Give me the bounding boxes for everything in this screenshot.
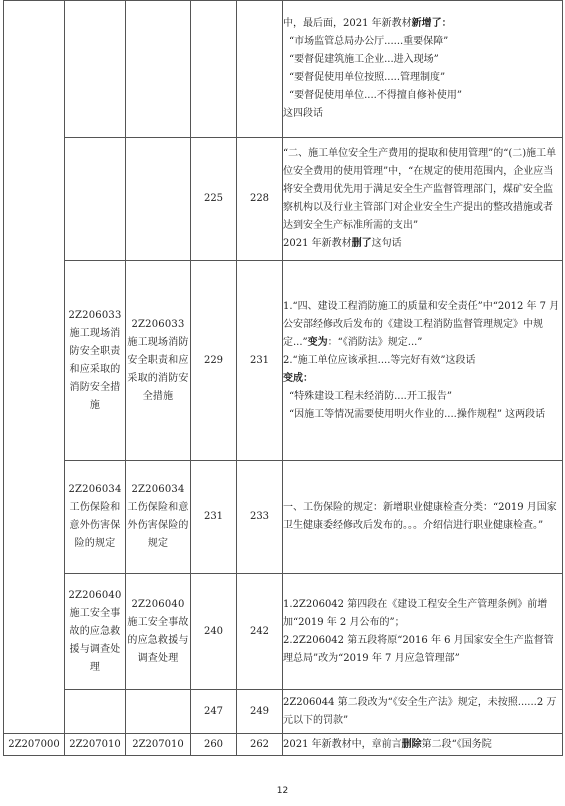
section-code-cell: [126, 690, 191, 734]
table-row: [4, 734, 563, 756]
end-page-cell: [237, 1, 283, 138]
section-code-cell: [65, 138, 126, 261]
table-row: [4, 690, 563, 734]
start-page-cell: 247: [191, 690, 237, 734]
section-code-cell: [126, 1, 191, 138]
start-page-cell: [191, 1, 237, 138]
section-code-cell: [65, 690, 126, 734]
table-row: [4, 138, 563, 261]
end-page-cell: 249: [237, 690, 283, 734]
section-code-cell: 2Z206034 工伤保险和意外伤害保险的规定: [65, 461, 126, 574]
start-page-cell: 260: [191, 734, 237, 756]
end-page-cell: 233: [237, 461, 283, 574]
section-code-cell: 2Z206040 施工安全事故的应急救援与调查处理: [65, 574, 126, 690]
chapter-code-cell: [4, 1, 65, 734]
start-page-cell: 225: [191, 138, 237, 261]
end-page-cell: 262: [237, 734, 283, 756]
chapter-code-cell: 2Z207000: [4, 734, 65, 756]
end-page-cell: 242: [237, 574, 283, 690]
section-code-cell: 2Z206033 施工现场消防安全职责和应采取的消防安全措施: [126, 261, 191, 461]
page-number: 12: [276, 786, 289, 796]
change-description: 一、工伤保险的规定：新增职业健康检查分类：“2019 月国家卫生健康委经修改后发布的。。。介绍信进行职业健康检查。”: [283, 461, 563, 574]
table-row: [4, 1, 563, 138]
change-description: “二、施工单位安全生产费用的提取和使用管理”的“(二)施工单位安全费用的使用管理”中，“在规定的使用范围内，企业应当将安全费用优先用于满足安全生产监督管理部门，煤矿安全监察机构以及行业主管部门对企业安全生产提出的整改措施或者达到安全生产标准所需的支出” 2021 年新教材删了这句话: [283, 138, 563, 261]
section-code-cell: [65, 1, 126, 138]
start-page-cell: 229: [191, 261, 237, 461]
section-code-cell: 2Z206040 施工安全事故的应急救援与调查处理: [126, 574, 191, 690]
table-row: [4, 261, 563, 461]
section-code-cell: 2Z207010: [126, 734, 191, 756]
start-page-cell: 231: [191, 461, 237, 574]
change-description: 1.2Z206042 第四段在《建设工程安全生产管理条例》前增加“2019 年 2 月公布的”； 2.2Z206042 第五段将原“2016 年 6 月国家安全生产监督管理总局”改为“2019 年 7 月应急管理部”: [283, 574, 563, 690]
section-code-cell: 2Z206034 工伤保险和意外伤害保险的规定: [126, 461, 191, 574]
end-page-cell: 231: [237, 261, 283, 461]
section-code-cell: 2Z206033 施工现场消防安全职责和应采取的消防安全措施: [65, 261, 126, 461]
change-description: 1.“四、建设工程消防施工的质量和安全责任”中“2012 年 7 月公安部经修改后发布的《建设工程消防监督管理规定》中规定...”变为：“《消防法》规定...” 2.“施工单位应该承担....等完好有效”这段话 变成： “特殊建设工程未经消防....开工报告” “因施工等情况需要使用明火作业的....操作规程” 这两段话: [283, 261, 563, 461]
section-code-cell: [126, 138, 191, 261]
section-code-cell: 2Z207010: [65, 734, 126, 756]
changes-table: [3, 0, 563, 756]
start-page-cell: 240: [191, 574, 237, 690]
change-description: 中，最后面，2021 年新教材新增了： “市场监管总局办公厅......重要保障” “要督促建筑施工企业...进入现场” “要督促使用单位按照.....管理制度” “要督促使用单位....不得擅自修补使用” 这四段话: [283, 1, 563, 138]
table-row: [4, 461, 563, 574]
end-page-cell: 228: [237, 138, 283, 261]
change-description: 2021 年新教材中，章前言删除第二段“《国务院: [283, 734, 563, 756]
table-row: [4, 574, 563, 690]
change-description: 2Z206044 第二段改为“《安全生产法》规定，未按照......2 万元以下的罚款”: [283, 690, 563, 734]
